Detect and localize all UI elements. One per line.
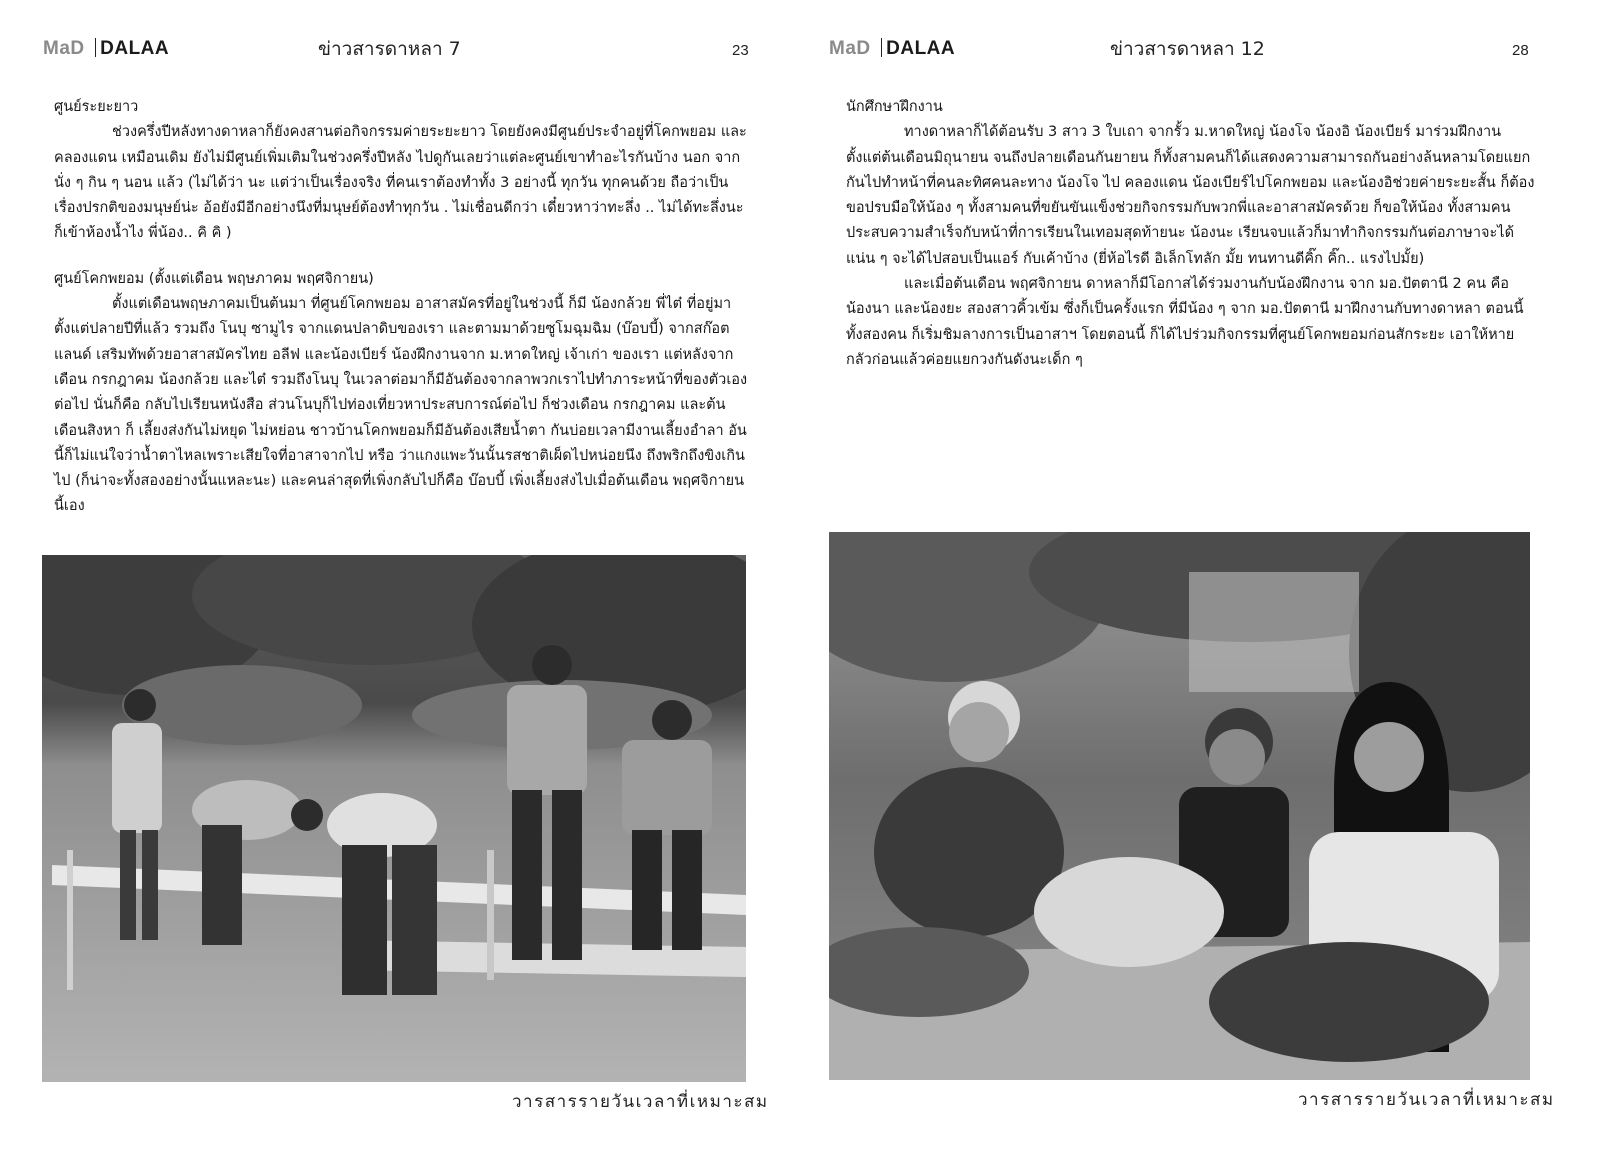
section-heading: ศูนย์ระยะยาว (54, 99, 139, 115)
brand-logo (829, 38, 955, 60)
section-heading: นักศึกษาฝึกงาน (846, 99, 943, 115)
brand-logo (43, 38, 169, 60)
section-body: ช่วงครึ่งปีหลังทางดาหลาก็ยังคงสานต่อกิจกรรมค่ายระยะยาว โดยยังคงมีศูนย์ประจำอยู่ที่โคกพยอม และคลองแดน เหมือนเดิม ยังไม่มีศูนย์เพิ่มเติมในช่วงครึ่งปีหลัง ไปดูกันเลยว่าแต่ละศูนย์เขาทำอะไรกันบ้าง นอก จาก นั่ง ๆ กิน ๆ นอน แล้ว (ไม่ได้ว่า นะ แต่ว่าเป็นเรื่องจริง ที่คนเราต้องทำทั้ง 3 อย่างนี้ ทุกวัน ทุกคนด้วย ถือว่าเป็นเรื่องปรกติของมนุษย์น่ะ อ้อยังมีอีกอย่างนึงที่มนุษย์ต้องทำทุกวัน . ไม่เชื่อนดีกว่า เดี๋ยวหาว่าทะลึ่ง .. ไม่ได้ทะลึ่งนะ ก็เข้าห้องน้ำไง พี่น้อง.. คิ คิ ) (54, 124, 747, 242)
page-number: 23 (732, 42, 749, 59)
section-heading: ศูนย์โคกพยอม (ตั้งแต่เดือน พฤษภาคม พฤศจิกายน) (54, 270, 374, 287)
photo-volunteers-sitting (829, 532, 1530, 1080)
brand-mad: MaD (829, 38, 871, 59)
left-page-header (0, 34, 800, 64)
brand-divider (881, 38, 883, 57)
brand-dalaa: DALAA (886, 38, 956, 59)
page-number: 28 (1512, 42, 1529, 59)
photo-caption: วารสารรายวันเวลาที่เหมาะสม (512, 1092, 769, 1112)
brand-divider (95, 38, 97, 57)
right-page (800, 0, 1600, 1150)
issue-title: ข่าวสารดาหลา 7 (318, 38, 461, 60)
section-body: ตั้งแต่เดือนพฤษภาคมเป็นต้นมา ที่ศูนย์โคกพยอม อาสาสมัครที่อยู่ในช่วงนี้ ก็มี น้องกล้วย พี่ไต๋ ที่อยู่มาตั้งแต่ปลายปีที่แล้ว รวมถึง โนบุ ซามูไร จากแดนปลาดิบของเรา และตามมาด้วยซูโมฉุมฉิม (บ๊อบบี้) จากสก๊อตแลนด์ เสริมทัพด้วยอาสาสมัครไทย อลีฟ และน้องเบียร์ น้องฝึกงานจาก ม.หาดใหญ่ เจ้าเก่า ของเรา แต่หลังจากเดือน กรกฎาคม น้องกล้วย และไต๋ รวมถึงโนบุ ในเวลาต่อมาก็มีอันต้องจากลาพวกเราไปทำภาระหน้าที่ของตัวเอง ต่อไป นั่นก็คือ กลับไปเรียนหนังสือ ส่วนโนบุก็ไปท่องเที่ยวหาประสบการณ์ต่อไป ก็ช่วงเดือน กรกฎาคม และต้นเดือนสิงหา ก็ เลี้ยงส่งกันไม่หยุด ไม่หย่อน ชาวบ้านโคกพยอมก็มีอันต้องเสียน้ำตา กันบ่อยเวลามีงานเลี้ยงอำลา อันนี้ก็ไม่แน่ใจว่าน้ำตาไหลเพราะเสียใจที่อาสาจากไป หรือ ว่าแกงแพะวันนั้นรสชาติเผ็ดไปหน่อยนึง ถึงพริกถึงขิงเกินไป (ก็น่าจะทั้งสองอย่างนั้นแหละนะ) และคนล่าสุดที่เพิ่งกลับไปก็คือ บ๊อบบี้ เพิ่งเลี้ยงส่งไปเมื่อต้นเดือน พฤศจิกายน นี้เอง (54, 296, 748, 515)
left-article (54, 95, 754, 520)
photo-fence-building (42, 555, 746, 1082)
brand-mad: MaD (43, 38, 85, 59)
issue-title: ข่าวสารดาหลา 12 (1110, 38, 1265, 60)
section-body: และเมื่อต้นเดือน พฤศจิกายน ดาหลาก็มีโอกาสได้ร่วมงานกับน้องฝึกงาน จาก มอ.ปัตตานี 2 คน คือ น้องนา และน้องยะ สองสาวคิ้วเข้ม ซึ่งก็เป็นครั้งแรก ที่มีน้อง ๆ จาก มอ.ปัตตานี มาฝึกงานกับทางดาหลา ตอนนี้ ทั้งสองคน ก็เริ่มชิมลางการเป็นอาสาฯ โดยตอนนี้ ก็ได้ไปร่วมกิจกรรมที่ศูนย์โคกพยอมก่อนสักระยะ เอาให้หายกลัวก่อนแล้วค่อยแยกวงกันดังนะเด็ก ๆ (846, 276, 1524, 368)
right-article (846, 95, 1536, 373)
section-body: ทางดาหลาก็ได้ต้อนรับ 3 สาว 3 ใบเถา จากรั้ว ม.หาดใหญ่ น้องโจ น้องอิ น้องเบียร์ มาร่วมฝึกงานตั้งแต่ต้นเดือนมิถุนายน จนถึงปลายเดือนกันยายน ก็ทั้งสามคนก็ได้แสดงความสามารถกันอย่างล้นหลามโดยแยกกันไปทำหน้าที่คนละทิศคนละทาง น้องโจ ไป คลองแดน น้องเบียร์ไปโคกพยอม และน้องอิช่วยค่ายระยะสั้น ก็ต้องขอปรบมือให้น้อง ๆ ทั้งสามคนที่ขยันขันแข็งช่วยกิจกรรมกับพวกพี่และอาสาสมัครด้วย ก็ขอให้น้อง ทั้งสามคนประสบความสำเร็จกับหน้าที่การเรียนในเทอมสุดท้ายนะ น้องนะ เรียนจบแล้วก็มาทำกิจกรรมกันต่อภาษาจะได้แน่น ๆ จะได้ไปสอบเป็นแอร์ กับเค้าบ้าง (ยี่ห้อไรดี อิเล็กโทลัก มั้ย ทนทานดีคิ๊ก คิ๊ก.. แรงไปมั้ย) (846, 124, 1535, 267)
photo-caption: วารสารรายวันเวลาที่เหมาะสม (1298, 1090, 1555, 1110)
right-page-header (800, 34, 1600, 64)
brand-dalaa: DALAA (100, 38, 170, 59)
